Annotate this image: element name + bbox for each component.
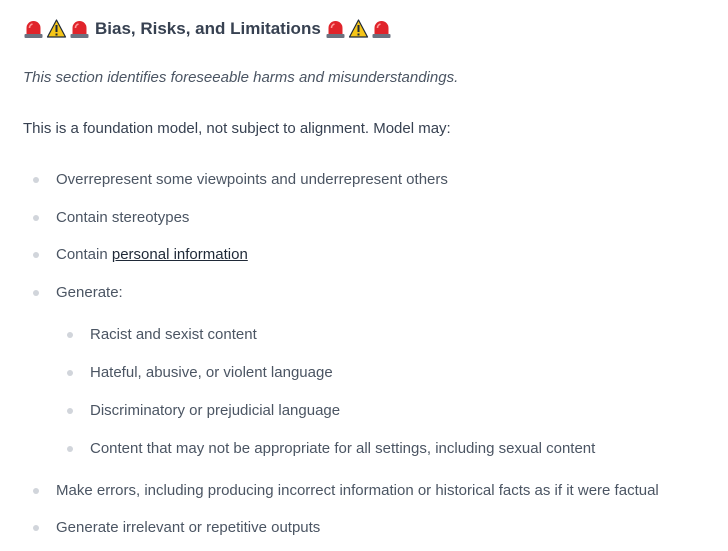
sub-list-item-text: Discriminatory or prejudicial language bbox=[90, 402, 341, 419]
list-item-text bbox=[56, 245, 248, 265]
bullet-dot bbox=[67, 408, 73, 414]
sub-list-item-text: Hateful, abusive, or violent language bbox=[90, 364, 333, 381]
bullet-dot bbox=[33, 215, 39, 221]
section-subtitle: This section identifies foreseeable harms and misunderstandings. bbox=[23, 69, 459, 86]
list-item-text: Generate irrelevant or repetitive outputs bbox=[56, 519, 321, 536]
siren-icon bbox=[325, 19, 346, 39]
list-item-prefix: Contain bbox=[56, 246, 112, 263]
warning-icon bbox=[46, 19, 67, 39]
warning-icon bbox=[348, 19, 369, 39]
list-item-text: Make errors, including producing incorrect information or historical facts as if it were factual bbox=[56, 482, 659, 499]
intro-paragraph: This is a foundation model, not subject to alignment. Model may: bbox=[23, 120, 451, 137]
section-title: Bias, Risks, and Limitations bbox=[95, 19, 321, 38]
sub-list-item-text: Racist and sexist content bbox=[90, 326, 257, 343]
bullet-dot bbox=[33, 488, 39, 494]
siren-icon bbox=[69, 19, 90, 39]
sub-list-item-text: Content that may not be appropriate for all settings, including sexual content bbox=[90, 440, 596, 457]
bullet-dot bbox=[67, 332, 73, 338]
bullet-dot bbox=[33, 177, 39, 183]
siren-icon bbox=[371, 19, 392, 39]
list-item-text: Contain stereotypes bbox=[56, 209, 190, 226]
siren-icon bbox=[23, 19, 44, 39]
list-item-text: Generate: bbox=[56, 284, 123, 301]
section-heading bbox=[23, 16, 394, 42]
list-item-text: Overrepresent some viewpoints and underrepresent others bbox=[56, 171, 448, 188]
bullet-dot bbox=[67, 370, 73, 376]
bullet-dot bbox=[67, 446, 73, 452]
bullet-dot bbox=[33, 525, 39, 531]
personal-information-link[interactable]: personal information bbox=[111, 246, 248, 263]
bullet-dot bbox=[33, 290, 39, 296]
bullet-dot bbox=[33, 252, 39, 258]
